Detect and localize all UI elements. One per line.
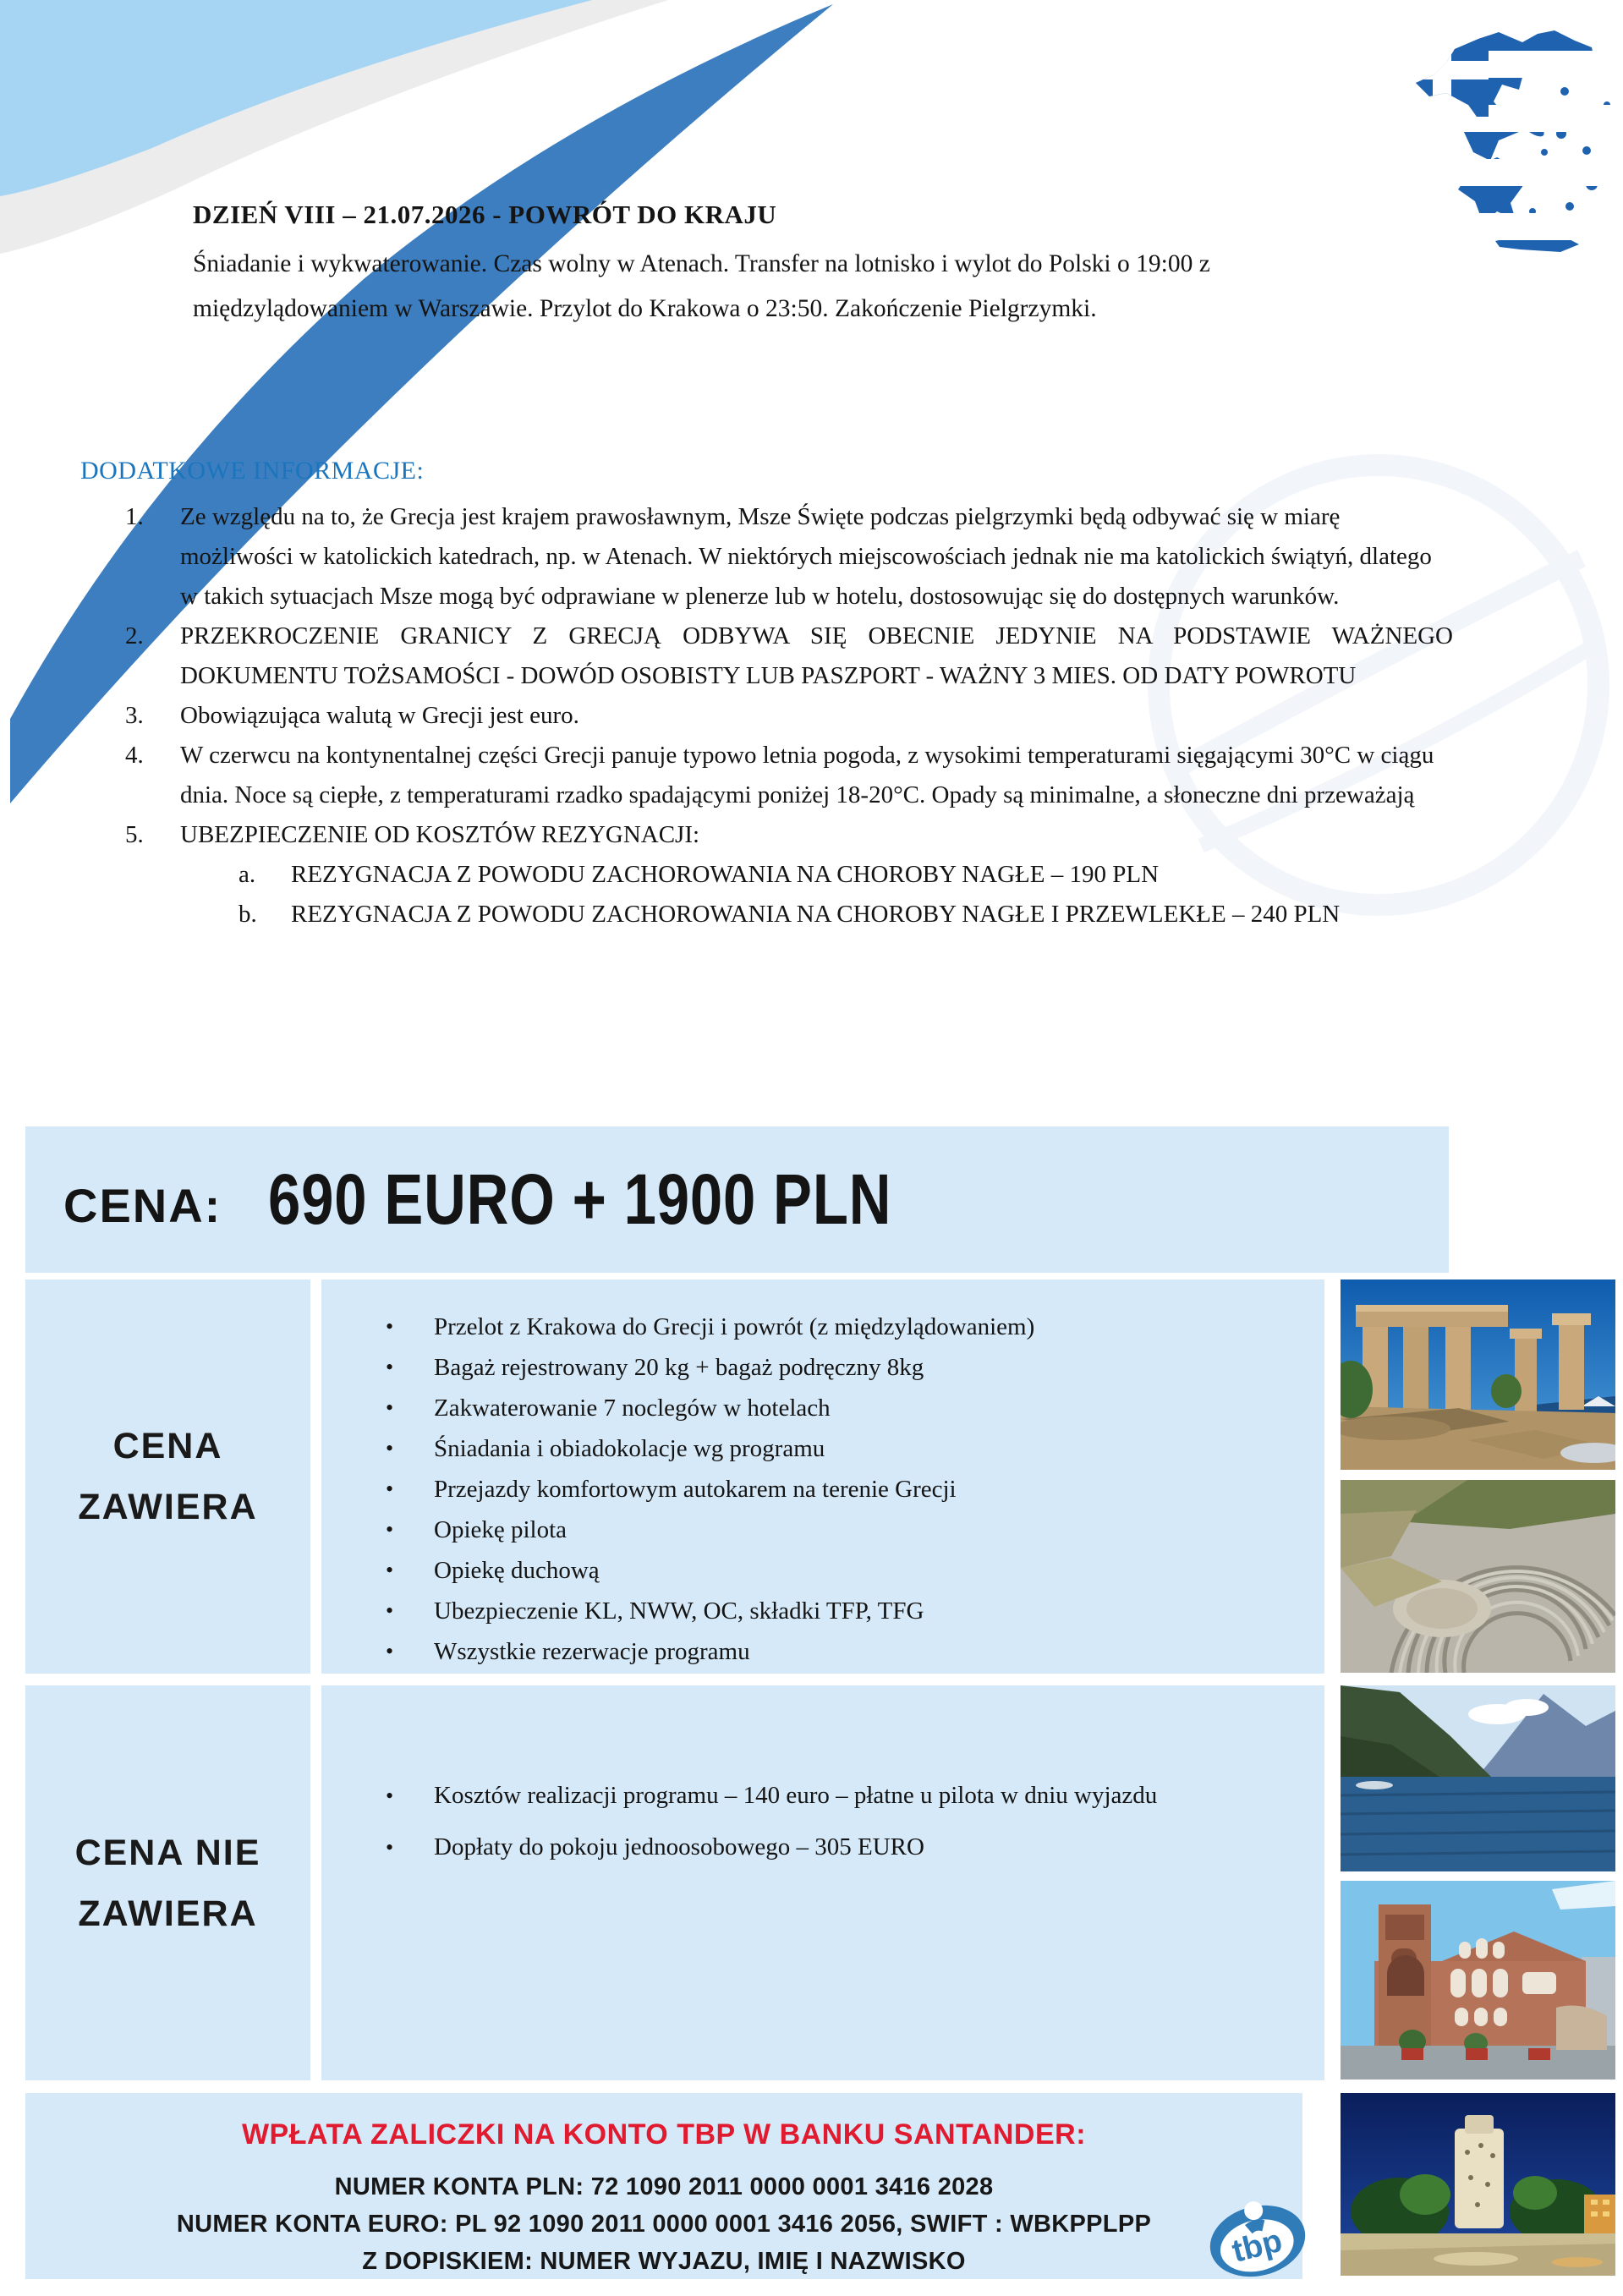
- photo-temple-columns: [1341, 1280, 1615, 1470]
- bank-heading: WPŁATA ZALICZKI NA KONTO TBP W BANKU SANTANDER:: [241, 2118, 1087, 2151]
- includes-item: • Przejazdy komfortowym autokarem na terenie Grecji: [321, 1469, 1324, 1510]
- excludes-item: • Kosztów realizacji programu – 140 euro – płatne u pilota w dniu wyjazdu: [321, 1770, 1324, 1822]
- price-excludes-label-box: [25, 1685, 310, 2080]
- bank-transfer-note: Z DOPISKIEM: NUMER WYJAZU, IMIĘ I NAZWISKO: [362, 2248, 966, 2275]
- photo-brick-church: [1341, 1881, 1615, 2080]
- includes-item: • Wszystkie rezerwacje programu: [321, 1631, 1324, 1672]
- greece-flag-map-image: [1395, 24, 1619, 264]
- bank-account-pln: NUMER KONTA PLN: 72 1090 2011 0000 0001 3416 2028: [334, 2173, 994, 2200]
- price-value: 690 EURO + 1900 PLN: [268, 1159, 892, 1239]
- svg-text:tbp: tbp: [1228, 2222, 1286, 2270]
- includes-item: • Ubezpieczenie KL, NWW, OC, składki TFP, TFG: [321, 1591, 1324, 1631]
- additional-info-list: [0, 497, 1489, 934]
- photo-sea-and-mountains: [1341, 1685, 1615, 1871]
- photo-white-tower-night: [1341, 2093, 1615, 2276]
- info-item-4: 4. W czerwcu na kontynentalnej części Grecji panuje typowo letnia pogoda, z wysokimi temperaturami sięgającymi 30°C w ciągu dnia. Noce są ciepłe, z temperaturami rzadko spadającymi poniżej 18-20°C. Opady są minimalne, a słoneczne dni przeważają: [125, 742, 1434, 808]
- price-label: CENA:: [63, 1179, 222, 1232]
- price-includes-title-line1: CENA: [112, 1426, 223, 1466]
- additional-info-heading: DODATKOWE INFORMACJE:: [80, 457, 425, 485]
- price-banner: [25, 1126, 1449, 1273]
- includes-item: • Opiekę pilota: [321, 1510, 1324, 1550]
- bank-transfer-banner: [25, 2093, 1302, 2279]
- includes-item: • Śniadania i obiadokolacje wg programu: [321, 1428, 1324, 1469]
- tbp-logo: [1205, 2197, 1311, 2282]
- info-item-2: 2. PRZEKROCZENIE GRANICY Z GRECJĄ ODBYWA SIĘ OBECNIE JEDYNIE NA PODSTAWIE WAŻNEGO DOKUMENTU TOŻSAMOŚCI - DOWÓD OSOBISTY LUB PASZPORT - WAŻNY 3 MIES. OD DATY POWROTU: [125, 622, 1453, 689]
- excludes-item: • Dopłaty do pokoju jednoosobowego – 305 EURO: [321, 1822, 1324, 1873]
- info-item-5: 5. UBEZPIECZENIE OD KOSZTÓW REZYGNACJI:: [125, 821, 700, 848]
- photo-ancient-theatre: [1341, 1480, 1615, 1673]
- price-excludes-list-box: [321, 1685, 1324, 2080]
- info-item-5b: b. REZYGNACJA Z POWODU ZACHOROWANIA NA CHOROBY NAGŁE I PRZEWLEKŁE – 240 PLN: [239, 901, 1341, 928]
- includes-item: • Przelot z Krakowa do Grecji i powrót (z międzylądowaniem): [321, 1307, 1324, 1347]
- price-includes-label-box: [25, 1280, 310, 1674]
- includes-item: • Bagaż rejestrowany 20 kg + bagaż podręczny 8kg: [321, 1347, 1324, 1388]
- price-includes-list-box: [321, 1280, 1324, 1674]
- price-excludes-title-line1: CENA NIE: [74, 1832, 261, 1873]
- info-item-3: 3. Obowiązująca walutą w Grecji jest euro.: [125, 702, 579, 729]
- info-item-1: 1. Ze względu na to, że Grecja jest krajem prawosławnym, Msze Święte podczas pielgrzymki będą odbywać się w miarę możliwości w katolickich katedrach, np. w Atenach. W niektórych miejscowościach jednak nie ma katolickich świątyń, dlatego w takich sytuacjach Msze mogą być odprawiane w plenerze lub w hotelu, dostosowując się do dostępnych warunków.: [125, 503, 1432, 610]
- info-item-5a: a. REZYGNACJA Z POWODU ZACHOROWANIA NA CHOROBY NAGŁE – 190 PLN: [239, 861, 1160, 888]
- includes-item: • Zakwaterowanie 7 noclegów w hotelach: [321, 1388, 1324, 1428]
- day-title: DZIEŃ VIII – 21.07.2026 - POWRÓT DO KRAJU: [193, 200, 777, 229]
- bank-account-euro: NUMER KONTA EURO: PL 92 1090 2011 0000 0001 3416 2056, SWIFT : WBKPPLPP: [176, 2211, 1152, 2238]
- day-description: Śniadanie i wykwaterowanie. Czas wolny w Atenach. Transfer na lotnisko i wylot do Polski o 19:00 z międzylądowaniem w Warszawie. Przylot do Krakowa o 23:50. Zakończenie Pielgrzymki.: [193, 250, 1210, 322]
- includes-item: • Opiekę duchową: [321, 1550, 1324, 1591]
- day-section: [193, 200, 1250, 332]
- price-includes-title-line2: ZAWIERA: [78, 1487, 258, 1527]
- price-excludes-title-line2: ZAWIERA: [78, 1893, 258, 1934]
